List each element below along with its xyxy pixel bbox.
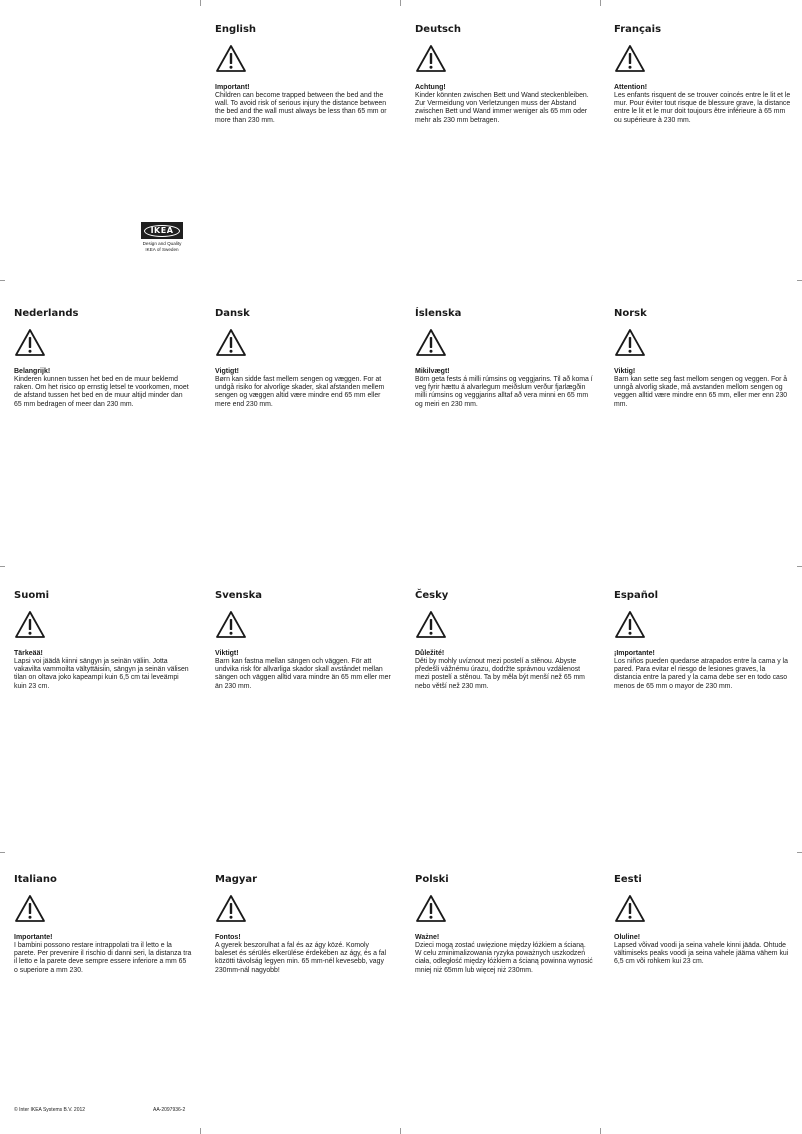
warning-text: Kinder könnten zwischen Bett und Wand steckenbleiben. Zur Vermeidung von Verletzungen muss der Abstand zwischen Bett und Wand immer weniger als 65 mm oder mehr als 230 mm betragen. — [415, 92, 589, 124]
crop-mark — [0, 852, 5, 853]
crop-mark — [0, 280, 5, 281]
warning-triangle-icon — [215, 610, 247, 640]
crop-mark — [200, 0, 201, 6]
warning-triangle-icon — [614, 44, 646, 74]
section-polski — [415, 874, 593, 975]
warning-heading: Oluline! — [614, 934, 641, 941]
warning-heading: Important! — [215, 84, 250, 91]
section-francais — [614, 24, 792, 125]
warning-triangle-icon — [215, 328, 247, 358]
logo-oval — [144, 225, 180, 237]
warning-text: Children can become trapped between the bed and the wall. To avoid risk of serious injury the distance between the bed and the wall must always be less than 65 mm or more than 230 mm. — [215, 92, 387, 124]
warning-text: I bambini possono restare intrappolati tra il letto e la parete. Per prevenire il rischio di danni seri, la distanza tra il letto e la parete deve sempre essere inferiore a mm 65 o superiore a mm 230. — [14, 942, 192, 974]
language-title: Dansk — [215, 308, 250, 319]
warning-heading: Mikilvægt! — [415, 368, 450, 375]
language-title: Français — [614, 24, 662, 35]
language-title: Polski — [415, 874, 449, 885]
language-title: Italiano — [14, 874, 57, 885]
logo-text: IKEA — [150, 226, 174, 235]
logo-tagline — [141, 241, 183, 253]
section-svenska — [215, 590, 393, 691]
language-title: Nederlands — [14, 308, 79, 319]
warning-heading: Belangrijk! — [14, 368, 51, 375]
section-english — [215, 24, 393, 125]
warning-text: Děti by mohly uvíznout mezi postelí a stěnou. Abyste předešli vážnému úrazu, dodržte správnou vzdálenost mezi postelí a stěnou. Ta by měla být menší než 65 mm nebo větší než 230 mm. — [415, 658, 585, 690]
warning-text: Börn geta fests á milli rúmsins og veggjarins. Til að koma í veg fyrir hættu á alvarlegum meiðslum verður fjarlægðin milli rúmsins og veggjarins alltaf að vera minni en 65 mm og meiri en 230 mm. — [415, 376, 593, 408]
section-norsk — [614, 308, 792, 409]
logo-tagline-line2: IKEA of Sweden — [145, 247, 179, 252]
warning-triangle-icon — [215, 44, 247, 74]
warning-text: Lapsed võivad voodi ja seina vahele kinni jääda. Ohtude vältimiseks peaks voodi ja seina vahele jääma vähem kui 6,5 cm või rohkem kui 23 cm. — [614, 942, 789, 966]
warning-triangle-icon — [14, 610, 46, 640]
warning-text: Barn kan fastna mellan sängen och väggen. För att undvika risk för allvarliga skador skall avståndet mellan sängen och väggen alltid vara mindre än 65 mm eller mer än 230 mm. — [215, 658, 391, 690]
language-title: Español — [614, 590, 659, 601]
warning-triangle-icon — [14, 894, 46, 924]
crop-mark — [400, 0, 401, 6]
language-title: Magyar — [215, 874, 258, 885]
warning-triangle-icon — [415, 894, 447, 924]
warning-triangle-icon — [614, 328, 646, 358]
section-cesky — [415, 590, 593, 691]
crop-mark — [0, 566, 5, 567]
warning-triangle-icon — [415, 44, 447, 74]
logo-mark — [141, 222, 183, 239]
warning-text: A gyerek beszorulhat a fal és az ágy közé. Komoly baleset és sérülés elkerülése érdekében az ágy, és a fal közötti távolság legyen min. 65 mm-nél kevesebb, vagy 230mm-nál nagyobb! — [215, 942, 387, 974]
warning-triangle-icon — [614, 610, 646, 640]
warning-triangle-icon — [215, 894, 247, 924]
warning-triangle-icon — [415, 328, 447, 358]
warning-text: Barn kan sette seg fast mellom sengen og veggen. For å unngå alvorlig skade, må avstanden mellom sengen og veggen alltid være mindre enn 65 mm, eller mer enn 230 mm. — [614, 376, 788, 408]
section-magyar — [215, 874, 393, 975]
section-dansk — [215, 308, 393, 409]
warning-triangle-icon — [415, 610, 447, 640]
warning-heading: Tärkeää! — [14, 650, 43, 657]
language-title: Eesti — [614, 874, 642, 885]
section-islenska — [415, 308, 593, 409]
warning-triangle-icon — [14, 328, 46, 358]
warning-text: Dzieci mogą zostać uwięzione między łóżkiem a ścianą. W celu zminimalizowania ryzyka poważnych uszkodzeń ciała, odległość między łóżkiem a ścianą powinna wynosić mniej niż 65mm lub więcej niż 230mm. — [415, 942, 593, 974]
warning-heading: Důležité! — [415, 650, 445, 657]
language-title: Deutsch — [415, 24, 461, 35]
warning-heading: Importante! — [14, 934, 53, 941]
warning-heading: Attention! — [614, 84, 648, 91]
section-deutsch — [415, 24, 593, 125]
language-title: Suomi — [14, 590, 50, 601]
logo-tagline-line1: Design and Quality — [142, 241, 182, 246]
warning-text: Los niños pueden quedarse atrapados entre la cama y la pared. Para evitar el riesgo de lesiones graves, la distancia entre la pared y la cama debe ser en todo caso menos de 65 mm o mayor de 230 mm. — [614, 658, 788, 690]
section-italiano — [14, 874, 192, 975]
warning-heading: Viktig! — [614, 368, 636, 375]
warning-heading: Fontos! — [215, 934, 241, 941]
language-title: Svenska — [215, 590, 262, 601]
warning-text: Lapsi voi jäädä kiinni sängyn ja seinän väliin. Jotta vakavilta vammoilta vältyttäisiin, sängyn ja seinän välisen tilan on oltava joko kapeampi kuin 6,5 cm tai leveämpi kuin 23 cm. — [14, 658, 189, 690]
warning-triangle-icon — [614, 894, 646, 924]
warning-heading: Viktigt! — [215, 650, 239, 657]
language-title: English — [215, 24, 257, 35]
section-suomi — [14, 590, 192, 691]
language-title: Norsk — [614, 308, 647, 319]
warning-heading: Ważne! — [415, 934, 440, 941]
warning-text: Kinderen kunnen tussen het bed en de muur beklemd raken. Om het risico op ernstig letsel te voorkomen, moet de afstand tussen het bed en de muur altijd minder dan 65 mm bedragen of meer dan 230 mm. — [14, 376, 189, 408]
crop-mark — [797, 852, 802, 853]
crop-mark — [797, 280, 802, 281]
warning-text: Les enfants risquent de se trouver coincés entre le lit et le mur. Pour éviter tout risque de blessure grave, la distance entre le lit et le mur doit toujours être inférieure à 65 mm ou supérieure à 230 mm. — [614, 92, 791, 124]
crop-mark — [600, 0, 601, 6]
language-title: Česky — [415, 590, 449, 601]
warning-heading: Achtung! — [415, 84, 446, 91]
language-title: Íslenska — [415, 308, 462, 319]
crop-mark — [200, 1128, 201, 1134]
crop-mark — [600, 1128, 601, 1134]
section-espanol — [614, 590, 792, 691]
crop-mark — [797, 566, 802, 567]
crop-mark — [400, 1128, 401, 1134]
ikea-logo — [141, 222, 183, 253]
section-eesti — [614, 874, 792, 967]
warning-heading: Vigtigt! — [215, 368, 239, 375]
warning-text: Børn kan sidde fast mellem sengen og væggen. For at undgå risiko for alvorlige skader, skal afstanden mellem sengen og væggen altid være mindre end 65 mm eller mere end 230 mm. — [215, 376, 385, 408]
warning-heading: ¡Importante! — [614, 650, 655, 657]
section-nederlands — [14, 308, 192, 409]
footer-doc-code: AA-2097936-2 — [153, 1107, 186, 1113]
footer-copyright: © Inter IKEA Systems B.V. 2012 — [14, 1107, 86, 1113]
